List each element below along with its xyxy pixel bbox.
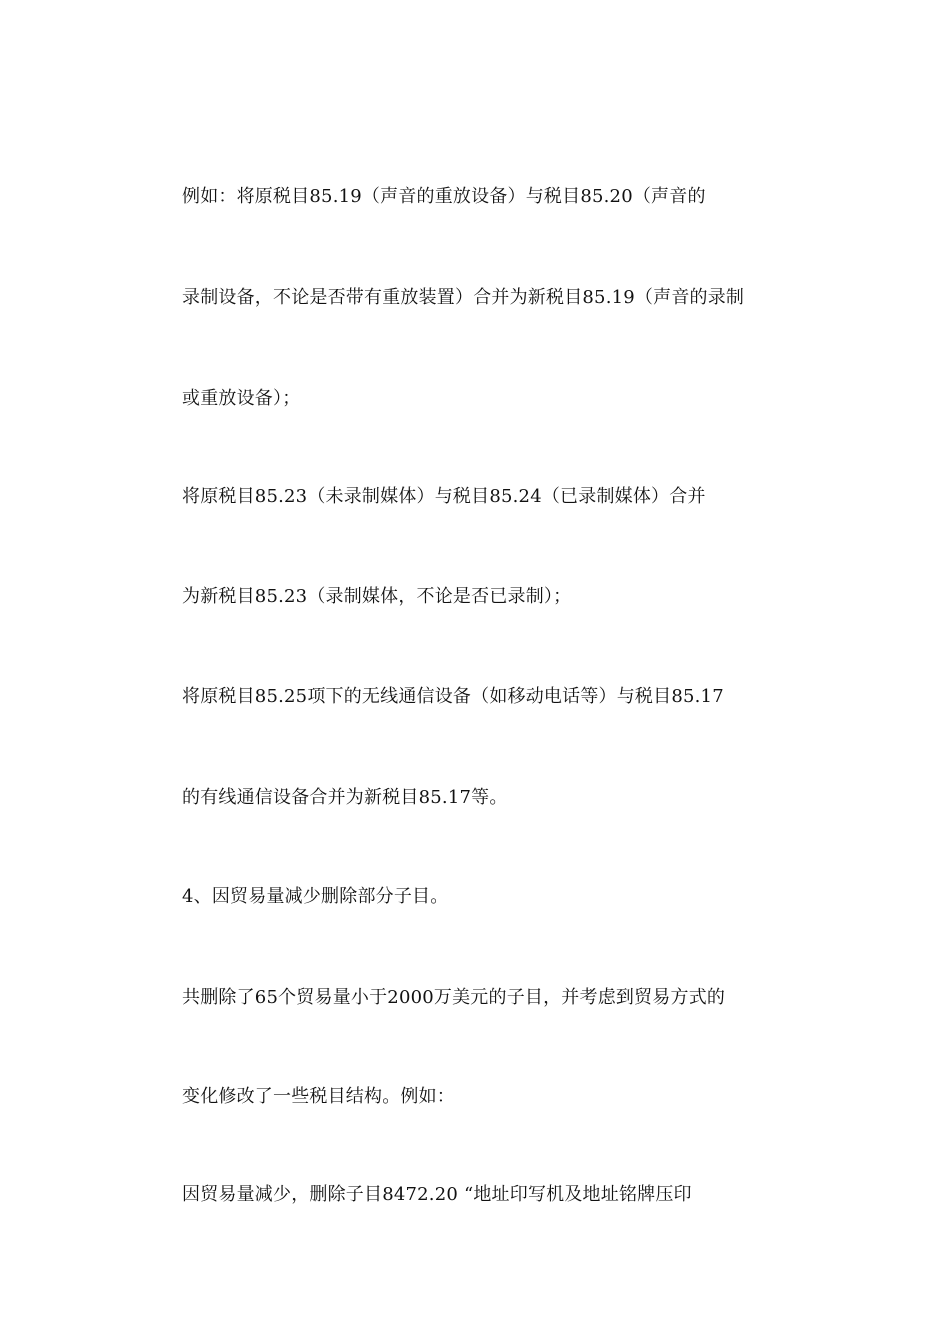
paragraph-line: 录制设备，不论是否带有重放装置）合并为新税目85.19（声音的录制 <box>182 287 745 308</box>
paragraph-line: 或重放设备）； <box>182 388 301 409</box>
paragraph-line: 因贸易量减少，删除子目8472.20 “地址印写机及地址铭牌压印 <box>182 1184 692 1205</box>
paragraph-line: 变化修改了一些税目结构。例如： <box>182 1086 455 1107</box>
paragraph-line: 的有线通信设备合并为新税目85.17等。 <box>182 787 508 808</box>
paragraph-line: 为新税目85.23（录制媒体，不论是否已录制）； <box>182 586 572 607</box>
paragraph-line: 共删除了65个贸易量小于2000万美元的子目，并考虑到贸易方式的 <box>182 987 726 1008</box>
section-heading: 4、因贸易量减少删除部分子目。 <box>182 886 449 907</box>
paragraph-line: 例如：将原税目85.19（声音的重放设备）与税目85.20（声音的 <box>182 186 706 207</box>
paragraph-line: 将原税目85.25项下的无线通信设备（如移动电话等）与税目85.17 <box>182 686 724 707</box>
paragraph-line: 将原税目85.23（未录制媒体）与税目85.24（已录制媒体）合并 <box>182 486 706 507</box>
